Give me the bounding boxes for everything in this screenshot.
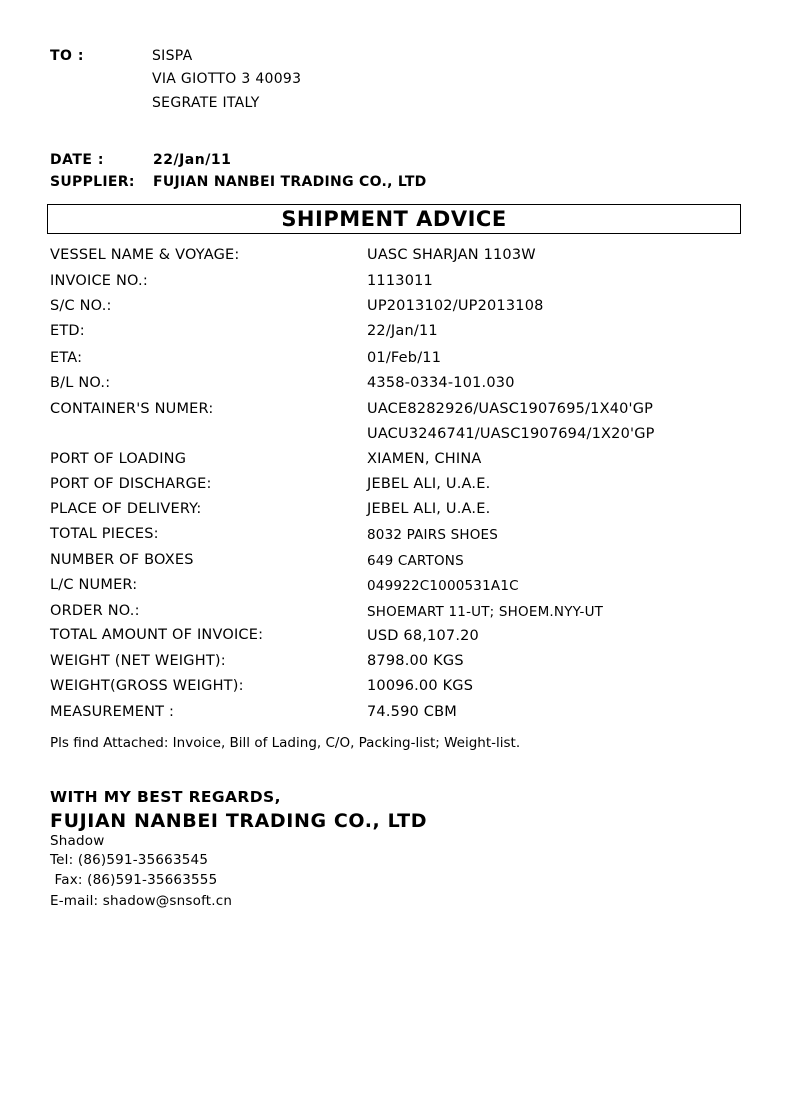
detail-label: TOTAL AMOUNT OF INVOICE: bbox=[50, 627, 264, 643]
closing-regards: WITH MY BEST REGARDS, bbox=[50, 788, 281, 806]
attachments-note: Pls find Attached: Invoice, Bill of Lading, C/O, Packing-list; Weight-list. bbox=[50, 735, 521, 751]
contact-fax: Fax: (86)591-35663555 bbox=[50, 872, 218, 888]
contact-email: E-mail: shadow@snsoft.cn bbox=[50, 893, 233, 909]
detail-value: UASC SHARJAN 1103W bbox=[367, 247, 536, 263]
detail-value: XIAMEN, CHINA bbox=[367, 451, 482, 467]
detail-label: PORT OF LOADING bbox=[50, 451, 187, 467]
detail-value: 01/Feb/11 bbox=[367, 350, 442, 366]
detail-value: JEBEL ALI, U.A.E. bbox=[367, 476, 491, 492]
detail-value: 10096.00 KGS bbox=[367, 678, 474, 694]
detail-value: 4358-0334-101.030 bbox=[367, 375, 515, 391]
detail-label: INVOICE NO.: bbox=[50, 273, 148, 289]
detail-label: WEIGHT (NET WEIGHT): bbox=[50, 653, 226, 669]
recipient-street: VIA GIOTTO 3 40093 bbox=[152, 71, 302, 87]
title-box bbox=[47, 204, 741, 234]
detail-value: 8798.00 KGS bbox=[367, 653, 464, 669]
detail-label: VESSEL NAME & VOYAGE: bbox=[50, 247, 240, 263]
detail-value: SHOEMART 11-UT; SHOEM.NYY-UT bbox=[367, 604, 604, 620]
detail-value: 1113011 bbox=[367, 273, 433, 289]
contact-tel: Tel: (86)591-35663545 bbox=[50, 852, 209, 868]
detail-value: USD 68,107.20 bbox=[367, 628, 479, 644]
detail-label: NUMBER OF BOXES bbox=[50, 552, 194, 568]
detail-value: 8032 PAIRS SHOES bbox=[367, 527, 499, 543]
detail-label: TOTAL PIECES: bbox=[50, 526, 159, 542]
detail-label: ORDER NO.: bbox=[50, 603, 140, 619]
detail-label: B/L NO.: bbox=[50, 375, 111, 391]
document-title: SHIPMENT ADVICE bbox=[281, 207, 507, 231]
detail-value: 74.590 CBM bbox=[367, 704, 457, 720]
detail-value: UACE8282926/UASC1907695/1X40'GP bbox=[367, 401, 654, 417]
detail-value: UP2013102/UP2013108 bbox=[367, 298, 544, 314]
detail-label: WEIGHT(GROSS WEIGHT): bbox=[50, 678, 244, 694]
date-label: DATE : bbox=[50, 152, 104, 168]
closing-company: FUJIAN NANBEI TRADING CO., LTD bbox=[50, 810, 428, 832]
detail-value: 649 CARTONS bbox=[367, 553, 464, 569]
detail-label: MEASUREMENT : bbox=[50, 704, 175, 720]
detail-label: PLACE OF DELIVERY: bbox=[50, 501, 202, 517]
detail-label: L/C NUMER: bbox=[50, 577, 138, 593]
detail-label: PORT OF DISCHARGE: bbox=[50, 476, 212, 492]
detail-value: UACU3246741/UASC1907694/1X20'GP bbox=[367, 426, 655, 442]
supplier-value: FUJIAN NANBEI TRADING CO., LTD bbox=[153, 174, 427, 190]
recipient-city: SEGRATE ITALY bbox=[152, 95, 260, 111]
recipient-name: SISPA bbox=[152, 48, 193, 64]
detail-value: 22/Jan/11 bbox=[367, 323, 438, 339]
supplier-label: SUPPLIER: bbox=[50, 174, 135, 190]
detail-label: ETA: bbox=[50, 350, 83, 366]
detail-label: S/C NO.: bbox=[50, 298, 112, 314]
detail-label: ETD: bbox=[50, 323, 85, 339]
date-value: 22/Jan/11 bbox=[153, 152, 232, 168]
detail-value: JEBEL ALI, U.A.E. bbox=[367, 501, 491, 517]
contact-name: Shadow bbox=[50, 833, 105, 849]
to-label: TO : bbox=[50, 48, 84, 64]
detail-value: 049922C1000531A1C bbox=[367, 578, 519, 594]
detail-label: CONTAINER'S NUMER: bbox=[50, 401, 214, 417]
